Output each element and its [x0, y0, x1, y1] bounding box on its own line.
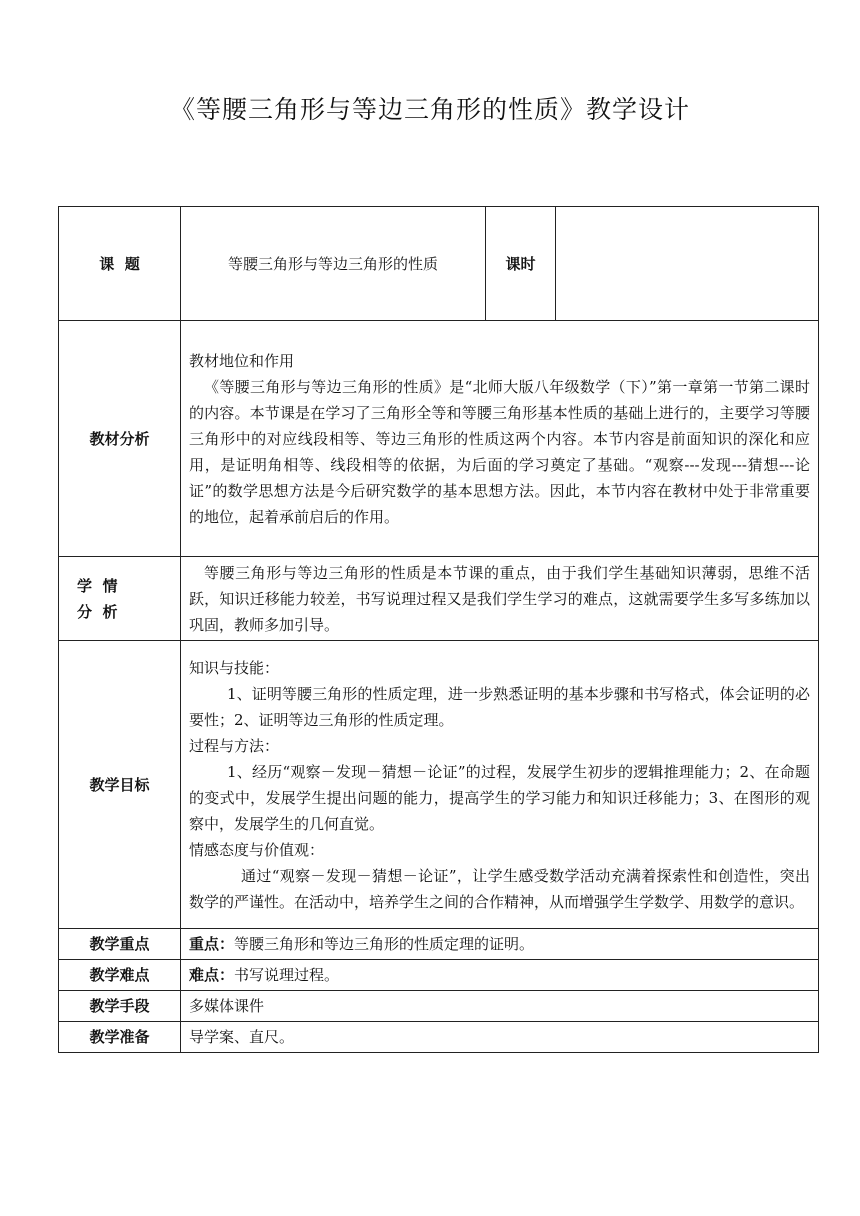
means-label-cell — [59, 991, 181, 1022]
knowledge-body: 1、证明等腰三角形的性质定理，进一步熟悉证明的基本步骤和书写格式，体会证明的必要性；2、证明等边三角形的性质定理。 — [189, 684, 810, 729]
difficult-label: 教学难点 — [89, 966, 150, 984]
goals-label-cell — [59, 641, 181, 929]
difficult-label-cell — [59, 960, 181, 991]
key-label-cell — [59, 929, 181, 960]
difficult-content-cell — [181, 960, 819, 991]
process-heading: 过程与方法： — [189, 736, 280, 755]
key-body: 等腰三角形和等边三角形的性质定理的证明。 — [234, 935, 535, 953]
row-teaching-prep — [59, 1022, 819, 1053]
lesson-plan-table — [58, 206, 819, 1053]
emotion-body: 通过“观察－发现－猜想－论证”，让学生感受数学活动充满着探索性和创造性，突出数学的严谨性。在活动中，培养学生之间的合作精神，从而增强学生学数学、用数学的意识。 — [189, 866, 810, 911]
knowledge-heading: 知识与技能： — [189, 658, 280, 677]
topic-value: 等腰三角形与等边三角形的性质 — [227, 254, 438, 273]
students-label-line1: 学 情 — [77, 576, 118, 595]
row-topic — [59, 207, 819, 321]
process-body: 1、经历“观察－发现－猜想－论证”的过程，发展学生初步的逻辑推理能力；2、在命题的变式中，发展学生提出问题的能力，提高学生的学习能力和知识迁移能力；3、在图形的观察中，发展学生的几何直觉。 — [189, 762, 810, 833]
prep-label: 教学准备 — [89, 1028, 150, 1046]
key-label: 教学重点 — [89, 935, 150, 953]
period-value-cell — [556, 207, 819, 321]
row-key-point — [59, 929, 819, 960]
period-label: 课时 — [505, 254, 536, 273]
means-body: 多媒体课件 — [189, 997, 265, 1015]
textbook-heading: 教材地位和作用 — [189, 351, 295, 370]
textbook-content-cell — [181, 321, 819, 557]
difficult-body: 书写说理过程。 — [234, 966, 340, 984]
key-content-cell — [181, 929, 819, 960]
students-label-line2: 分 析 — [77, 602, 118, 621]
means-content-cell — [181, 991, 819, 1022]
period-label-cell — [486, 207, 556, 321]
textbook-label: 教材分析 — [89, 429, 150, 448]
textbook-label-cell — [59, 321, 181, 557]
row-teaching-means — [59, 991, 819, 1022]
row-difficult-point — [59, 960, 819, 991]
students-content-cell — [181, 557, 819, 641]
goals-label: 教学目标 — [89, 775, 150, 794]
textbook-body: 《等腰三角形与等边三角形的性质》是“北师大版八年级数学（下）”第一章第一节第二课时的内容。本节课是在学习了三角形全等和等腰三角形基本性质的基础上进行的，主要学习等腰三角形中的对应线段相等、等边三角形的性质这两个内容。本节内容是前面知识的深化和应用，是证明角相等、线段相等的依据，为后面的学习奠定了基础。“观察---发现---猜想---论证”的数学思想方法是今后研究数学的基本思想方法。因此，本节内容在教材中处于非常重要的地位，起着承前启后的作用。 — [189, 377, 810, 526]
key-prefix: 重点： — [189, 935, 235, 953]
row-textbook-analysis — [59, 321, 819, 557]
row-teaching-goals — [59, 641, 819, 929]
means-label: 教学手段 — [89, 997, 150, 1015]
topic-label: 课 题 — [99, 254, 140, 273]
students-label-cell — [59, 557, 181, 641]
document-title: 《等腰三角形与等边三角形的性质》教学设计 — [169, 95, 690, 124]
topic-label-cell — [59, 207, 181, 321]
prep-body: 导学案、直尺。 — [189, 1028, 295, 1046]
goals-content-cell — [181, 641, 819, 929]
students-body: 等腰三角形与等边三角形的性质是本节课的重点，由于我们学生基础知识薄弱，思维不活跃，知识迁移能力较差，书写说理过程又是我们学生学习的难点，这就需要学生多写多练加以巩固，教师多加引导。 — [189, 563, 810, 634]
row-student-analysis — [59, 557, 819, 641]
topic-value-cell — [181, 207, 486, 321]
difficult-prefix: 难点： — [189, 966, 235, 984]
emotion-heading: 情感态度与价值观： — [189, 840, 325, 859]
prep-label-cell — [59, 1022, 181, 1053]
prep-content-cell — [181, 1022, 819, 1053]
